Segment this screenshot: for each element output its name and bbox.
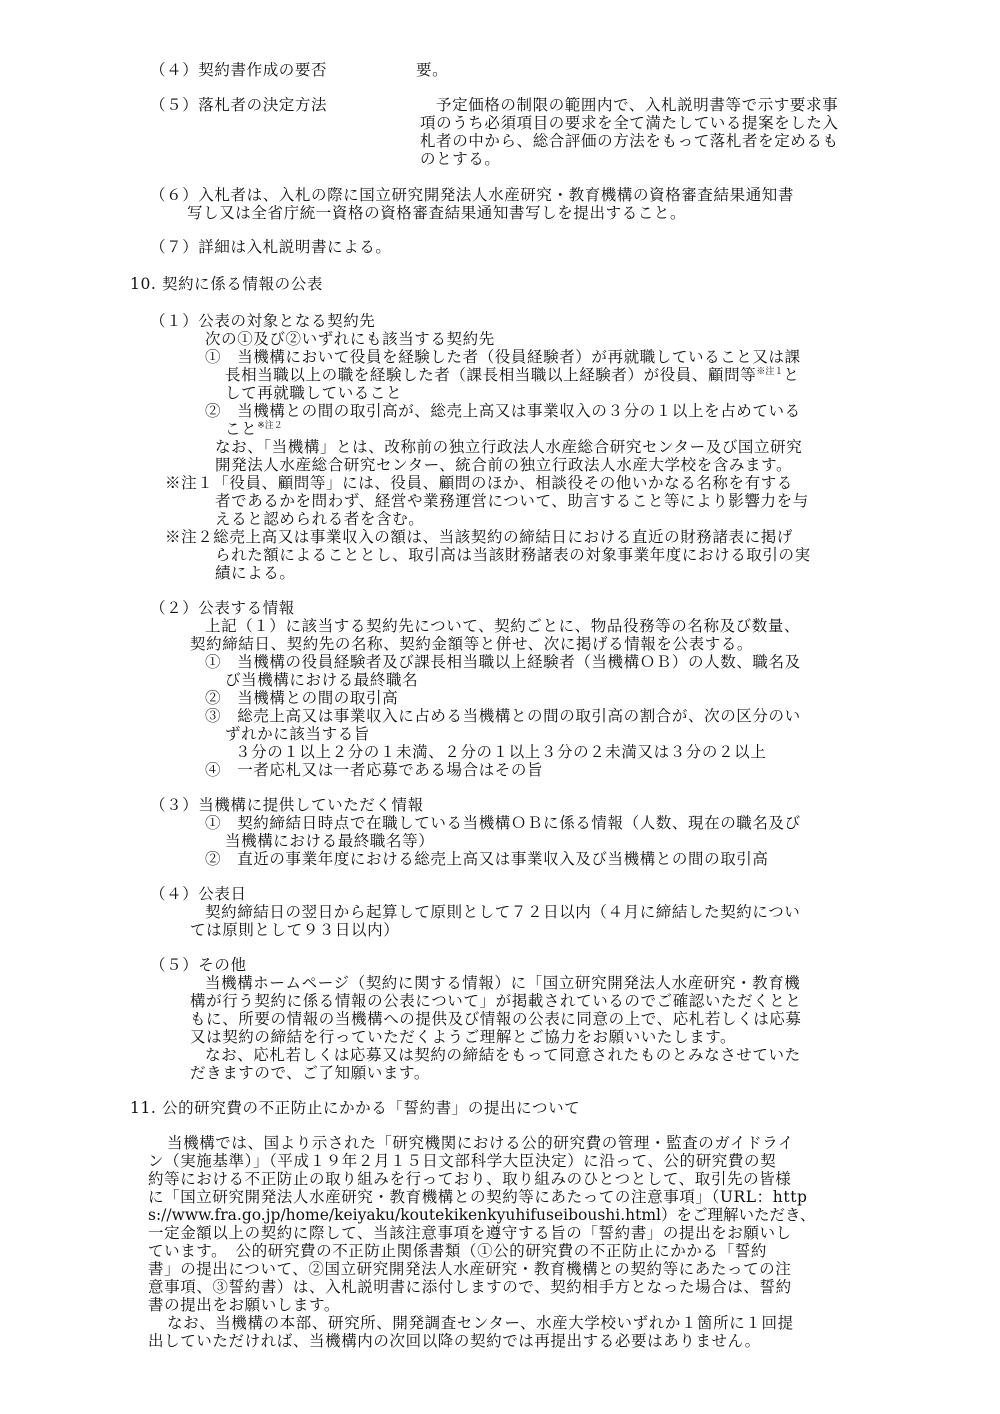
item-10-2-c3-cont: ずれかに該当する旨 [225, 725, 370, 743]
item-9-5-line: 予定価格の制限の範囲内で、入札説明書等で示す要求事 [436, 96, 839, 114]
item-10-1-note-naoshi: なお、「当機構」とは、改称前の独立行政法人水産総合研究センター及び国立研究 [215, 438, 803, 456]
footnote-1-cont: 者であるかを問わず、経営や業務運営について、助言すること等により影響力を与 [215, 492, 809, 510]
footnote-1-cont: えると認められる者を含む。 [215, 510, 425, 528]
section-11-heading: 11. 公的研究費の不正防止にかかる「誓約書」の提出について [130, 1099, 581, 1117]
item-10-2-c1: ① 当機構の役員経験者及び課長相当職以上経験者（当機構ＯＢ）の人数、職名及 [205, 653, 801, 671]
item-10-1-c1-cont: 長相当職以上の職を経験した者（課長相当職以上経験者）が役員、顧問等$^{※注1}$と [225, 366, 800, 384]
item-9-5-line: 項のうち必須項目の要求を全て満たしている提案をした入 [420, 114, 839, 132]
section-11-line: なお、当機構の本部、研究所、開発調査センター、水産大学校いずれか１箇所に１回提 [167, 1314, 794, 1332]
item-10-4-title: （４）公表日 [150, 885, 247, 903]
footnote-1: ※注１「役員、顧問等」には、役員、顧問のほか、相談役その他いかなる名称を有する [165, 474, 793, 492]
footnote-2-cont: 績による。 [215, 564, 296, 582]
section-11-line: 意事項、③誓約書）は、入札説明書に添付しますので、契約相手方となった場合は、誓約 [148, 1278, 792, 1296]
footnote-2: ※注２総売上高又は事業収入の額は、当該契約の締結日における直近の財務諸表に掲げ [165, 528, 793, 546]
note-ref: ※注１ [756, 367, 784, 377]
item-10-2-c3-ranges: ３分の１以上２分の１未満、２分の１以上３分の２未満又は３分の２以上 [235, 743, 767, 761]
item-10-2-intro: 上記（１）に該当する契約先について、契約ごとに、物品役務等の名称及び数量、 [205, 617, 801, 635]
item-10-1-intro: 次の①及び②いずれにも該当する契約先 [205, 330, 495, 348]
item-10-5-line: もに、所要の情報の当機構への提供及び情報の公表に同意の上で、応札若しくは応募 [190, 1010, 802, 1028]
item-10-3-c1-cont: 当機構における最終職名等） [225, 832, 435, 850]
section-11-url-line: s://www.fra.go.jp/home/keiyaku/koutekikenkyuhifuseiboushi.html）をご理解いただき、 [148, 1206, 816, 1224]
note-ref: ※注２ [257, 421, 283, 431]
item-9-5-line: 札者の中から、総合評価の方法をもって落札者を定めるも [420, 132, 839, 150]
section-11-line: 当機構では、国より示された「研究機関における公的研究費の管理・監査のガイドライ [167, 1134, 794, 1152]
item-10-5-line: 当機構ホームページ（契約に関する情報）に「国立研究開発法人水産研究・教育機 [205, 974, 801, 992]
item-10-2-title: （２）公表する情報 [150, 599, 295, 617]
item-10-2-c1-cont: び当機構における最終職名 [225, 671, 419, 689]
item-10-3-c2: ② 直近の事業年度における総売上高又は事業収入及び当機構との間の取引高 [205, 850, 769, 868]
section-11-line: 約等における不正防止の取り組みを行っており、取り組みのひとつとして、取引先の皆様 [148, 1170, 792, 1188]
item-9-6-line: （６）入札者は、入札の際に国立研究開発法人水産研究・教育機構の資格審査結果通知書 [150, 186, 795, 204]
item-10-5-line: だきますので、ご了知願います。 [190, 1064, 430, 1082]
item-10-1-c2-cont: こと$^{※注2}$ [225, 420, 283, 438]
item-10-5-line: 又は契約の締結を行っていただくようご理解とご協力をお願いいたします。 [190, 1028, 737, 1046]
item-10-3-c1: ① 契約締結日時点で在職している当機構ＯＢに係る情報（人数、現在の職名及び [205, 814, 801, 832]
item-10-3-title: （３）当機構に提供していただく情報 [150, 796, 424, 814]
item-10-1-note-naoshi: 開発法人水産総合研究センター、統合前の独立行政法人水産大学校を含みます。 [215, 456, 793, 474]
item-10-4-line: ては原則として９３日以内） [190, 921, 400, 939]
item-10-1-c1: ① 当機構において役員を経験した者（役員経験者）が再就職していること又は課 [205, 348, 801, 366]
item-10-2-c4: ④ 一者応札又は一者応募である場合はその旨 [205, 761, 544, 779]
item-10-2-c2: ② 当機構との間の取引高 [205, 689, 399, 707]
item-10-5-title: （５）その他 [150, 956, 247, 974]
item-9-5-line: のとする。 [420, 150, 501, 168]
item-9-4-label: （４）契約書作成の要否 [150, 61, 328, 79]
item-10-4-line: 契約締結日の翌日から起算して原則として７２日以内（４月に締結した契約につい [205, 903, 801, 921]
item-10-1-c2: ② 当機構との間の取引高が、総売上高又は事業収入の３分の１以上を占めている [205, 402, 801, 420]
item-10-2-c3: ③ 総売上高又は事業収入に占める当機構との間の取引高の割合が、次の区分のい [205, 707, 801, 725]
item-9-6-line: 写し又は全省庁統一資格の資格審査結果通知書写しを提出すること。 [187, 204, 687, 222]
item-9-5-label: （５）落札者の決定方法 [150, 96, 328, 114]
item-10-5-line: 構が行う契約に係る情報の公表について」が掲載されているのでご確認いただくとと [190, 992, 802, 1010]
item-10-2-intro: 契約締結日、契約先の名称、契約金額等と併せ、次に掲げる情報を公表する。 [190, 635, 754, 653]
item-10-5-line: なお、応札若しくは応募又は契約の締結をもって同意されたものとみなさせていた [205, 1046, 801, 1064]
item-10-1-c1-cont: して再就職していること [225, 384, 403, 402]
section-11-line: に「国立研究開発法人水産研究・教育機構との契約等にあたっての注意事項」（URL：http [148, 1188, 808, 1206]
section-11-line: ン（実施基準）」（平成１９年２月１５日文部科学大臣決定）に沿って、公的研究費の契 [148, 1152, 777, 1170]
item-9-4-value: 要。 [416, 61, 449, 79]
section-10-heading: 10. 契約に係る情報の公表 [130, 275, 323, 293]
footnote-2-cont: られた額によることとし、取引高は当該財務諸表の対象事業年度における取引の実 [215, 546, 811, 564]
section-11-line: 書の提出をお願いします。 [148, 1296, 340, 1314]
section-11-line: ています。 公的研究費の不正防止関係書類（①公的研究費の不正防止にかかる「誓約 [148, 1242, 767, 1260]
section-11-line: 書」の提出について、②国立研究開発法人水産研究・教育機構との契約等にあたっての注 [148, 1260, 792, 1278]
item-10-1-title: （１）公表の対象となる契約先 [150, 312, 376, 330]
item-9-7: （７）詳細は入札説明書による。 [150, 238, 392, 256]
section-11-line: 出していただければ、当機構内の次回以降の契約では再提出する必要はありません。 [148, 1332, 761, 1350]
section-11-line: 一定金額以上の契約に際して、当該注意事項を遵守する旨の「誓約書」の提出をお願いし [148, 1224, 792, 1242]
